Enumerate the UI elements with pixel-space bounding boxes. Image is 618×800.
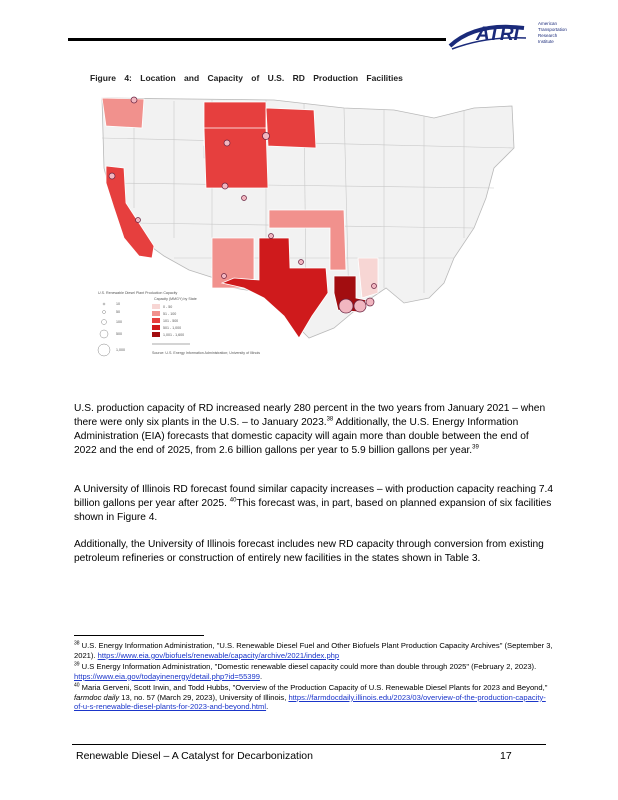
footer-title: Renewable Diesel – A Catalyst for Decarbonization [76, 750, 313, 762]
legend-title-2: Capacity (MMGY) by State [154, 297, 197, 301]
state-mississippi [358, 258, 378, 298]
legend-swatch-4 [152, 325, 160, 330]
plant-marker-la3 [366, 298, 374, 306]
legend-size-5: 1,000 [116, 348, 125, 352]
plant-marker-ms [372, 284, 377, 289]
legend-swatch-1 [152, 304, 160, 309]
footnote-40: $^{40}$ Maria Gerveni, Scott Irwin, and Todd Hubbs, "Overview of the Production Capacity of U.S. Renewable Diesel Plants for 2023 and Beyond," farmdoc daily 13, no. 57 (March 29, 2023), University of Illinois, https://farmdocdaily.illinois.edu/2023/03/overview-of-the-production-capacity-of-u-s-renewable-diesel-plants-for-2023-and-beyond.html. [74, 682, 548, 712]
footnote-39-link[interactable]: https://www.eia.gov/todayinenergy/detail.php?id=55399 [74, 671, 260, 681]
footnote-39: $^{39}$ U.S Energy Information Administration, "Domestic renewable diesel capacity could more than double through 2025" (February 2, 2023). https://www.eia.gov/todayinenergy/detail.php?id=55399. [74, 661, 537, 681]
logo-text: ATRI [476, 24, 519, 45]
legend-size-4: 500 [116, 332, 122, 336]
plant-marker-ca1 [109, 173, 115, 179]
footnote-38-link[interactable]: https://www.eia.gov/biofuels/renewable/capacity/archive/2021/index.php [97, 650, 340, 660]
legend-title-1: U.S. Renewable Diesel Plant Production Capacity [98, 291, 178, 295]
rd-capacity-map [94, 88, 522, 370]
legend-source: Source: U.S. Energy Information Administration; University of Illinois [152, 351, 261, 355]
paragraph-1: U.S. production capacity of RD increased nearly 280 percent in the two years from January 2021 – when there were only six plants in the U.S. – to January 2023.38 Additionally, the U.S. Energy Information Administration (EIA) forecasts that domestic capacity will again more than double between the end of 2022 and the end of 2025, from 2.6 billion gallons per year to 5.9 billion gallons per year.$^{39}$ [74, 403, 546, 456]
plant-marker-nm [222, 274, 227, 279]
logo-tagline-1: American [538, 21, 558, 26]
plant-marker-ok [269, 234, 274, 239]
paragraph-2: A University of Illinois RD forecast found similar capacity increases – with production capacity reaching 7.4 billion gallons per year after 2025. $^{40}$This forecast was, in part, based on planned expansion of six facilities shown in Figure 4. [74, 484, 554, 523]
footnote-rule [74, 635, 204, 636]
state-washington [102, 98, 144, 128]
legend-swatch-2 [152, 311, 160, 316]
plant-marker-la1 [339, 299, 353, 313]
footnote-38: $^{38}$ U.S. Energy Information Administration, "U.S. Renewable Diesel Fuel and Other Biofuels Plant Production Capacity Archives" (September 3, 2021). https://www.eia.gov/biofuels/renewable/capacity/archive/2021/index.php [74, 640, 553, 660]
legend-bin-2: 51 - 100 [163, 312, 177, 316]
legend-size-3: 100 [116, 320, 122, 324]
legend-bin-4: 501 - 1,000 [163, 326, 182, 330]
state-north-dakota [266, 108, 316, 148]
atri-logo [446, 16, 586, 56]
legend-swatch-3 [152, 318, 160, 323]
logo-tagline-2: Transportation [538, 27, 567, 32]
map-legend [98, 291, 260, 356]
logo-tagline-3: Research [538, 33, 558, 38]
header-rule [68, 38, 446, 41]
legend-size-1: 10 [116, 302, 120, 306]
legend-size-2: 50 [116, 310, 120, 314]
plant-marker-wa [131, 97, 137, 103]
legend-bin-5: 1,001 - 1,600 [163, 333, 185, 337]
page-number: 17 [500, 750, 512, 762]
plant-marker-wy [242, 196, 247, 201]
plant-marker-ca2 [136, 218, 141, 223]
state-montana [204, 128, 268, 188]
plant-marker-mt2 [222, 183, 228, 189]
footnote-40-link[interactable]: https://farmdocdaily.illinois.edu/2023/03/overview-of-the-production-capacity-of-u-s-renewable-diesel-plants-for-2023-and-beyond.html [74, 692, 546, 712]
paragraph-3: Additionally, the University of Illinois forecast includes new RD capacity through conversion from existing petroleum refineries or construction of entirely new facilities in the states shown in Table 3. [74, 539, 544, 564]
legend-bin-3: 101 - 500 [163, 319, 179, 323]
plant-marker-la2 [354, 300, 366, 312]
legend-bin-1: 0 - 50 [163, 305, 173, 309]
plant-marker-mt1 [224, 140, 230, 146]
footer-rule [72, 744, 546, 745]
plant-marker-nd [263, 133, 270, 140]
plant-marker-tx [299, 260, 304, 265]
logo-tagline-4: Institute [538, 39, 554, 44]
figure-caption: Figure 4: Location and Capacity of U.S. RD Production Facilities [90, 73, 403, 83]
legend-swatch-5 [152, 332, 160, 337]
